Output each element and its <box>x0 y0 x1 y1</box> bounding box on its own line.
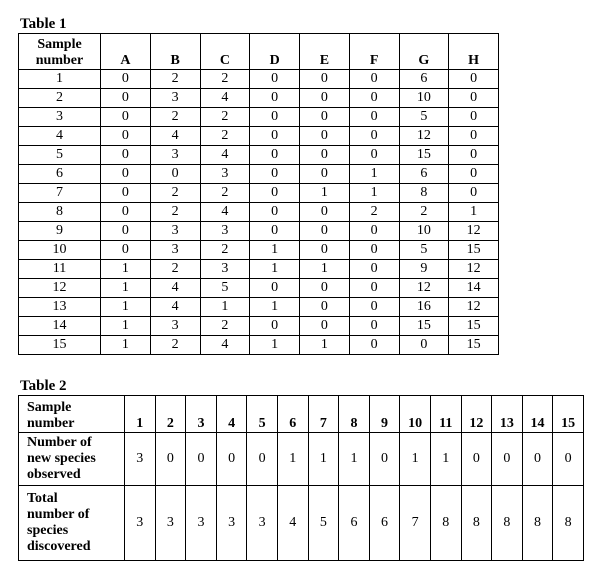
count-cell: 6 <box>399 165 449 184</box>
count-cell: 3 <box>200 260 250 279</box>
count-cell: 0 <box>300 146 350 165</box>
value-cell: 1 <box>277 433 308 486</box>
column-header: 6 <box>277 396 308 433</box>
value-cell: 3 <box>186 486 217 561</box>
column-header: 11 <box>430 396 461 433</box>
count-cell: 0 <box>399 336 449 355</box>
sample-number-cell: 1 <box>19 70 101 89</box>
count-cell: 15 <box>449 317 499 336</box>
count-cell: 0 <box>101 127 151 146</box>
count-cell: 4 <box>150 127 200 146</box>
column-header: D <box>250 34 300 70</box>
count-cell: 0 <box>349 241 399 260</box>
count-cell: 2 <box>150 336 200 355</box>
column-header: 10 <box>400 396 431 433</box>
row-label-line: Number of <box>27 435 92 450</box>
count-cell: 0 <box>101 241 151 260</box>
count-cell: 1 <box>250 241 300 260</box>
row-label <box>19 486 125 561</box>
count-cell: 4 <box>200 89 250 108</box>
count-cell: 0 <box>449 89 499 108</box>
table2-title: Table 2 <box>20 378 67 394</box>
sample-number-cell: 3 <box>19 108 101 127</box>
sample-number-cell: 13 <box>19 298 101 317</box>
count-cell: 0 <box>250 165 300 184</box>
table-row <box>19 203 499 222</box>
count-cell: 15 <box>449 241 499 260</box>
count-cell: 0 <box>300 222 350 241</box>
count-cell: 2 <box>200 241 250 260</box>
count-cell: 10 <box>399 89 449 108</box>
count-cell: 0 <box>300 317 350 336</box>
count-cell: 0 <box>300 298 350 317</box>
column-header: 2 <box>155 396 186 433</box>
count-cell: 0 <box>449 108 499 127</box>
count-cell: 12 <box>449 222 499 241</box>
count-cell: 0 <box>349 336 399 355</box>
table-row <box>19 260 499 279</box>
table-row <box>19 433 584 486</box>
row-label-line: new species <box>27 451 96 466</box>
column-header: 3 <box>186 396 217 433</box>
count-cell: 4 <box>200 336 250 355</box>
column-header: 1 <box>125 396 156 433</box>
header-line: number <box>27 416 75 431</box>
value-cell: 8 <box>553 486 584 561</box>
count-cell: 0 <box>101 70 151 89</box>
count-cell: 15 <box>399 317 449 336</box>
value-cell: 0 <box>553 433 584 486</box>
table-row <box>19 279 499 298</box>
count-cell: 0 <box>300 89 350 108</box>
count-cell: 3 <box>200 165 250 184</box>
count-cell: 16 <box>399 298 449 317</box>
count-cell: 0 <box>349 317 399 336</box>
count-cell: 0 <box>349 146 399 165</box>
count-cell: 1 <box>101 279 151 298</box>
sample-number-cell: 8 <box>19 203 101 222</box>
column-header: 13 <box>492 396 523 433</box>
column-header: 5 <box>247 396 278 433</box>
header-line: Sample <box>37 37 82 52</box>
count-cell: 3 <box>150 241 200 260</box>
count-cell: 0 <box>250 89 300 108</box>
count-cell: 0 <box>300 165 350 184</box>
sample-number-cell: 4 <box>19 127 101 146</box>
count-cell: 1 <box>200 298 250 317</box>
count-cell: 12 <box>399 127 449 146</box>
table-row <box>19 336 499 355</box>
value-cell: 0 <box>369 433 400 486</box>
count-cell: 1 <box>101 336 151 355</box>
count-cell: 5 <box>200 279 250 298</box>
count-cell: 8 <box>399 184 449 203</box>
count-cell: 3 <box>200 222 250 241</box>
count-cell: 0 <box>300 108 350 127</box>
count-cell: 0 <box>250 184 300 203</box>
count-cell: 0 <box>250 146 300 165</box>
value-cell: 3 <box>247 486 278 561</box>
count-cell: 1 <box>101 260 151 279</box>
row-label-line: Total <box>27 491 58 506</box>
count-cell: 4 <box>150 279 200 298</box>
count-cell: 0 <box>101 184 151 203</box>
value-cell: 0 <box>461 433 492 486</box>
count-cell: 1 <box>300 184 350 203</box>
sample-number-cell: 12 <box>19 279 101 298</box>
count-cell: 3 <box>150 146 200 165</box>
sample-number-cell: 11 <box>19 260 101 279</box>
count-cell: 0 <box>101 203 151 222</box>
value-cell: 0 <box>247 433 278 486</box>
sample-number-cell: 7 <box>19 184 101 203</box>
count-cell: 0 <box>101 146 151 165</box>
table1-header-row <box>19 34 499 70</box>
count-cell: 0 <box>101 165 151 184</box>
table2-header-row <box>19 396 584 433</box>
count-cell: 2 <box>150 184 200 203</box>
count-cell: 1 <box>449 203 499 222</box>
column-header: E <box>300 34 350 70</box>
count-cell: 12 <box>449 298 499 317</box>
table-row <box>19 127 499 146</box>
value-cell: 3 <box>155 486 186 561</box>
column-header: 7 <box>308 396 339 433</box>
count-cell: 1 <box>250 298 300 317</box>
column-header: 4 <box>216 396 247 433</box>
column-header: G <box>399 34 449 70</box>
count-cell: 15 <box>449 336 499 355</box>
species-table-1 <box>18 33 499 355</box>
count-cell: 1 <box>101 298 151 317</box>
row-label-line: species <box>27 523 69 538</box>
row-label <box>19 433 125 486</box>
count-cell: 12 <box>399 279 449 298</box>
count-cell: 0 <box>349 70 399 89</box>
count-cell: 0 <box>449 165 499 184</box>
count-cell: 12 <box>449 260 499 279</box>
count-cell: 3 <box>150 89 200 108</box>
count-cell: 0 <box>250 203 300 222</box>
value-cell: 8 <box>461 486 492 561</box>
count-cell: 4 <box>200 203 250 222</box>
count-cell: 0 <box>449 70 499 89</box>
count-cell: 0 <box>150 165 200 184</box>
sample-number-cell: 2 <box>19 89 101 108</box>
count-cell: 2 <box>200 127 250 146</box>
count-cell: 0 <box>250 127 300 146</box>
value-cell: 1 <box>339 433 370 486</box>
value-cell: 0 <box>216 433 247 486</box>
value-cell: 3 <box>125 433 156 486</box>
value-cell: 6 <box>339 486 370 561</box>
count-cell: 2 <box>150 108 200 127</box>
count-cell: 0 <box>250 279 300 298</box>
value-cell: 1 <box>308 433 339 486</box>
table-row <box>19 317 499 336</box>
count-cell: 0 <box>349 260 399 279</box>
count-cell: 0 <box>250 70 300 89</box>
value-cell: 1 <box>430 433 461 486</box>
count-cell: 0 <box>449 146 499 165</box>
count-cell: 5 <box>399 108 449 127</box>
count-cell: 0 <box>349 279 399 298</box>
table-row <box>19 184 499 203</box>
count-cell: 0 <box>101 89 151 108</box>
row-label-line: number of <box>27 507 90 522</box>
sample-number-header <box>19 34 101 70</box>
count-cell: 0 <box>300 241 350 260</box>
count-cell: 2 <box>150 203 200 222</box>
count-cell: 2 <box>399 203 449 222</box>
table-row <box>19 486 584 561</box>
table-row <box>19 165 499 184</box>
count-cell: 15 <box>399 146 449 165</box>
column-header: 15 <box>553 396 584 433</box>
species-table-2 <box>18 395 584 561</box>
column-header: 9 <box>369 396 400 433</box>
count-cell: 6 <box>399 70 449 89</box>
count-cell: 1 <box>300 336 350 355</box>
count-cell: 1 <box>101 317 151 336</box>
count-cell: 0 <box>300 127 350 146</box>
column-header: 8 <box>339 396 370 433</box>
table1-body <box>19 70 499 355</box>
sample-number-cell: 14 <box>19 317 101 336</box>
table-row <box>19 298 499 317</box>
count-cell: 0 <box>101 108 151 127</box>
column-header: 12 <box>461 396 492 433</box>
count-cell: 0 <box>250 317 300 336</box>
table-row <box>19 241 499 260</box>
count-cell: 2 <box>150 260 200 279</box>
column-header: H <box>449 34 499 70</box>
value-cell: 3 <box>216 486 247 561</box>
count-cell: 2 <box>150 70 200 89</box>
table-row <box>19 89 499 108</box>
sample-number-cell: 10 <box>19 241 101 260</box>
value-cell: 1 <box>400 433 431 486</box>
count-cell: 0 <box>300 70 350 89</box>
count-cell: 9 <box>399 260 449 279</box>
count-cell: 4 <box>150 298 200 317</box>
count-cell: 4 <box>200 146 250 165</box>
count-cell: 0 <box>449 127 499 146</box>
count-cell: 1 <box>300 260 350 279</box>
count-cell: 0 <box>349 127 399 146</box>
value-cell: 0 <box>155 433 186 486</box>
column-header: C <box>200 34 250 70</box>
count-cell: 0 <box>250 222 300 241</box>
table2-body <box>19 433 584 561</box>
count-cell: 0 <box>349 108 399 127</box>
column-header: 14 <box>522 396 553 433</box>
sample-number-cell: 9 <box>19 222 101 241</box>
count-cell: 0 <box>449 184 499 203</box>
value-cell: 4 <box>277 486 308 561</box>
table-row <box>19 70 499 89</box>
sample-number-header <box>19 396 125 433</box>
sample-number-cell: 15 <box>19 336 101 355</box>
count-cell: 3 <box>150 317 200 336</box>
header-line: Sample <box>27 400 72 415</box>
count-cell: 2 <box>349 203 399 222</box>
count-cell: 0 <box>349 89 399 108</box>
count-cell: 5 <box>399 241 449 260</box>
header-line: number <box>35 53 84 68</box>
value-cell: 5 <box>308 486 339 561</box>
column-header: A <box>101 34 151 70</box>
column-header: B <box>150 34 200 70</box>
count-cell: 0 <box>349 222 399 241</box>
count-cell: 0 <box>250 108 300 127</box>
count-cell: 2 <box>200 70 250 89</box>
count-cell: 2 <box>200 317 250 336</box>
value-cell: 0 <box>186 433 217 486</box>
row-label-line: discovered <box>27 539 91 554</box>
value-cell: 8 <box>522 486 553 561</box>
table-row <box>19 108 499 127</box>
count-cell: 2 <box>200 108 250 127</box>
column-header: F <box>349 34 399 70</box>
count-cell: 2 <box>200 184 250 203</box>
sample-number-cell: 5 <box>19 146 101 165</box>
value-cell: 0 <box>492 433 523 486</box>
value-cell: 7 <box>400 486 431 561</box>
value-cell: 3 <box>125 486 156 561</box>
count-cell: 10 <box>399 222 449 241</box>
count-cell: 0 <box>300 279 350 298</box>
value-cell: 8 <box>430 486 461 561</box>
count-cell: 1 <box>349 184 399 203</box>
count-cell: 14 <box>449 279 499 298</box>
value-cell: 8 <box>492 486 523 561</box>
count-cell: 1 <box>349 165 399 184</box>
count-cell: 3 <box>150 222 200 241</box>
table1-title: Table 1 <box>20 16 67 32</box>
sample-number-cell: 6 <box>19 165 101 184</box>
count-cell: 1 <box>250 260 300 279</box>
count-cell: 1 <box>250 336 300 355</box>
count-cell: 0 <box>101 222 151 241</box>
count-cell: 0 <box>300 203 350 222</box>
value-cell: 0 <box>522 433 553 486</box>
value-cell: 6 <box>369 486 400 561</box>
row-label-line: observed <box>27 467 81 482</box>
table-row <box>19 222 499 241</box>
table-row <box>19 146 499 165</box>
count-cell: 0 <box>349 298 399 317</box>
